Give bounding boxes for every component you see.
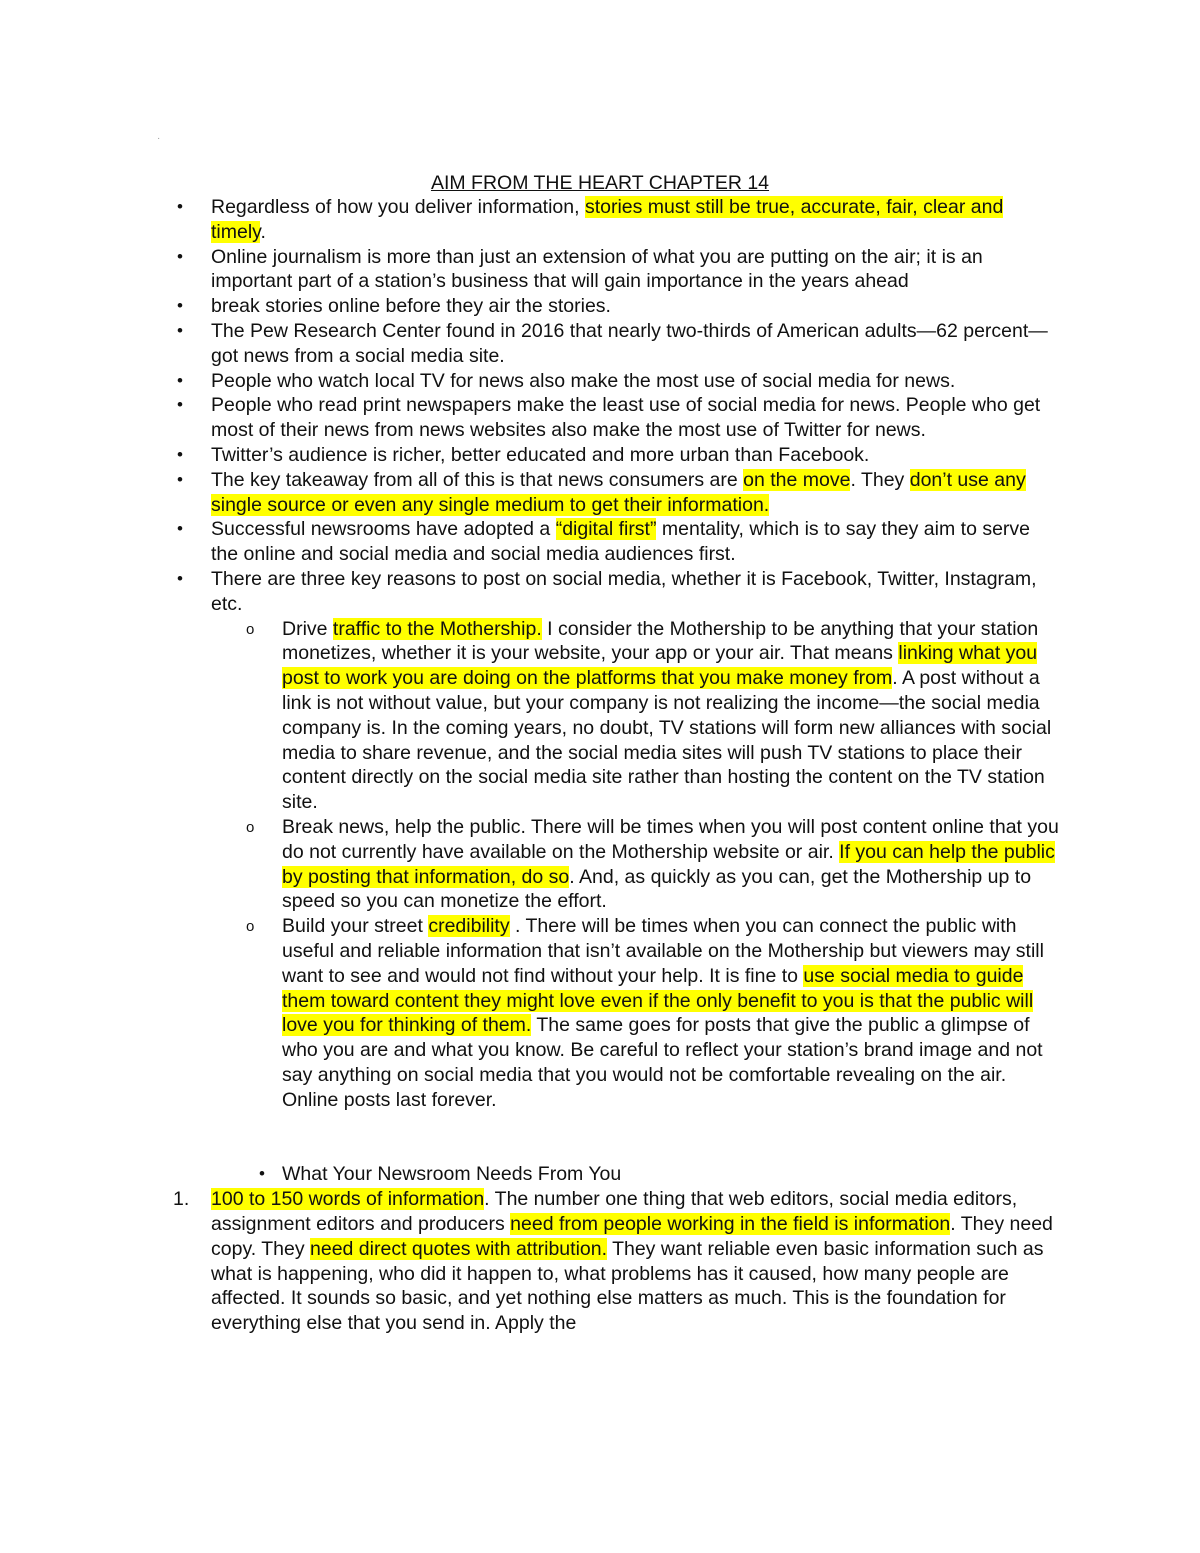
bullet-list [0, 195, 1200, 617]
text-run: mentality, which is to say they aim to serve the online and social media and social media audiences first. [211, 518, 1031, 566]
numbered-list [0, 1187, 1200, 1336]
bullet-icon: • [177, 246, 183, 266]
text-run: . The number one thing that web editors, social media editors, assignment editors and producers [211, 1188, 1018, 1236]
bullet-item [0, 443, 1061, 468]
text-run: Online journalism is more than just an extension of what you are putting on the air; it is an important part of a station’s business that will gain importance in the years ahead [211, 245, 983, 293]
text-run: The key takeaway from all of this is that news consumers are [211, 468, 744, 491]
bullet-icon: • [177, 370, 183, 390]
text-run: Regardless of how you deliver information, [211, 196, 585, 218]
highlighted-text: need direct quotes with attribution. [310, 1237, 608, 1260]
text-run: break stories online before they air the stories. [211, 295, 611, 318]
spacer [0, 1112, 1200, 1162]
highlighted-text: need from people working in the field is information [510, 1213, 951, 1236]
highlighted-text: If you can help the public by posting that information, do so [282, 840, 1055, 888]
text-run: . They [850, 468, 910, 491]
text-run: I consider the Mothership to be anything that your station monetizes, whether it is your website, your app or your air. That means [282, 617, 1039, 665]
highlighted-text: on the move [743, 468, 851, 491]
text-run: . They need copy. They [211, 1213, 1053, 1260]
hollow-bullet-icon: o [246, 620, 255, 638]
bullet-icon: • [177, 395, 183, 415]
highlighted-text: 100 to 150 words of information [211, 1188, 485, 1211]
bullet-item [0, 517, 1061, 567]
sub-bullet-item [0, 617, 1062, 815]
text-run: People who read print newspapers make the least use of social media for news. People who get most of their news from news websites also make the most use of Twitter for news. [211, 394, 1041, 442]
document-title: AIM FROM THE HEART CHAPTER 14 [430, 172, 770, 194]
section-heading-item [0, 1162, 1062, 1187]
bullet-icon: • [177, 444, 183, 464]
item-number: 1. [173, 1188, 190, 1211]
bullet-icon: • [177, 469, 183, 489]
text-run: Build your street [282, 915, 429, 938]
text-run: . And, as quickly as you can, get the Mothership up to speed so you can monetize the effort. [282, 865, 1032, 913]
text-run: People who watch local TV for news also make the most use of social media for news. [211, 369, 956, 392]
sub-bullet-item [0, 815, 1062, 914]
bullet-icon: • [177, 296, 183, 316]
bullet-item [0, 319, 1061, 369]
bullet-icon: • [177, 320, 183, 340]
numbered-item [0, 1187, 1061, 1336]
text-run: There are three key reasons to post on social media, whether it is Facebook, Twitter, Instagram, etc. [211, 567, 1037, 615]
text-run: Successful newsrooms have adopted a [211, 518, 556, 541]
text-run: . [260, 220, 266, 243]
highlighted-text: stories must still be true, accurate, fair, clear and timely [211, 196, 1004, 243]
document-body [0, 195, 1200, 1336]
bullet-item [0, 195, 1061, 245]
bullet-icon: • [177, 197, 183, 216]
bullet-item [0, 245, 1061, 295]
text-run: Break news, help the public. There will be times when you will post content online that you do not currently have available on the Mothership website or air. [282, 815, 1059, 863]
highlighted-text: “digital first” [555, 518, 657, 541]
bullet-icon: • [259, 1164, 265, 1184]
hollow-bullet-icon: o [246, 918, 255, 936]
highlighted-text: don’t use any single source or even any single medium to get their information. [211, 468, 1026, 516]
section-heading: What Your Newsroom Needs From You [282, 1163, 622, 1186]
highlighted-text: use social media to guide them toward content they might love even if the only benefit to you is that the public will love you for thinking of them. [282, 964, 1034, 1037]
stray-mark: · [157, 133, 161, 144]
text-run: Twitter’s audience is richer, better educated and more urban than Facebook. [211, 443, 870, 466]
bullet-item [0, 369, 1061, 394]
bullet-icon: • [177, 568, 183, 588]
text-run: They want reliable even basic information such as what is happening, who did it happen to, what problems has it caused, how many people are affected. It sounds so basic, and yet nothing else matters as much. This is the foundation for everything else that you send in. Apply the [211, 1237, 1044, 1335]
bullet-icon: • [177, 519, 183, 539]
text-run: Drive [282, 617, 333, 640]
highlighted-text: linking what you post to work you are doing on the platforms that you make money from [282, 642, 1038, 690]
text-run: The same goes for posts that give the public a glimpse of who you are and what you know. Be careful to reflect your station’s brand image and not say anything on social media that you would not be comfortable revealing on the air. Online posts last forever. [282, 1014, 1043, 1111]
bullet-item [0, 393, 1061, 443]
text-run: The Pew Research Center found in 2016 that nearly two-thirds of American adults—62 percent—got news from a social media site. [211, 319, 1048, 367]
text-run: . There will be times when you can connect the public with useful and reliable information that isn’t available on the Mothership but viewers may still want to see and would not find without your help. It is fine to [282, 915, 1044, 987]
text-run: . A post without a link is not without value, but your company is not realizing the income—the social media company is. In the coming years, no doubt, TV stations will form new alliances with social media to share revenue, and the social media sites will push TV stations to place their content directly on the social media site rather than hosting the content on the TV station site. [282, 667, 1052, 814]
bullet-item [0, 567, 1061, 617]
sub-bullet-list [0, 617, 1200, 1113]
bullet-item [0, 468, 1061, 518]
hollow-bullet-icon: o [246, 818, 255, 836]
bullet-item [0, 294, 1061, 319]
sub-bullet-item [0, 914, 1062, 1112]
highlighted-text: credibility [428, 915, 510, 938]
highlighted-text: traffic to the Mothership. [332, 617, 542, 640]
